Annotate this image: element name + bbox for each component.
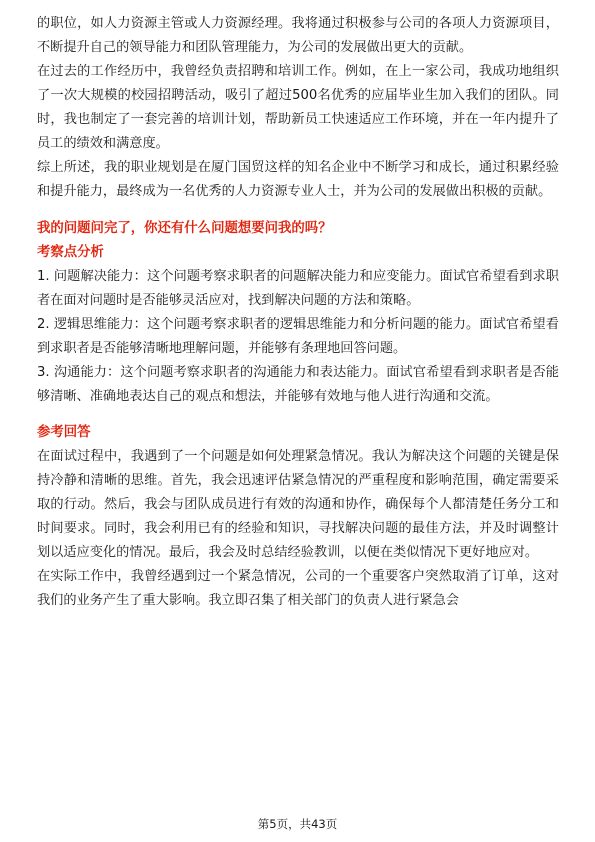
analysis-heading: 考察点分析 [37,245,104,260]
intro-paragraph-3: 综上所述，我的职业规划是在厦门国贸这样的知名企业中不断学习和成长，通过积累经验和提升能力，最终成为一名优秀的人力资源专业人士，并为公司的发展做出积极的贡献。 [37,160,559,199]
question-heading: 我的问题问完了，你还有什么问题想要问我的吗？ [37,221,332,236]
analysis-item-3: 3. 沟通能力：这个问题考察求职者的沟通能力和表达能力。面试官希望看到求职者是否能够清晰、准确地表达自己的观点和想法，并能够有效地与他人进行沟通和交流。 [37,365,559,404]
reference-heading: 参考回答 [37,425,91,440]
page-number-footer: 第5页，共43页 [257,817,338,831]
reference-paragraph-1: 在面试过程中，我遇到了一个问题是如何处理紧急情况。我认为解决这个问题的关键是保持冷静和清晰的思维。首先，我会迅速评估紧急情况的严重程度和影响范围，确定需要采取的行动。然后，我会与团队成员进行有效的沟通和协作，确保每个人都清楚任务分工和时间要求。同时，我会利用已有的经验和知识，寻找解决问题的最佳方法，并及时调整计划以适应变化的情况。最后，我会及时总结经验教训，以便在类似情况下更好地应对。 [37,449,559,560]
reference-paragraph-2: 在实际工作中，我曾经遇到过一个紧急情况，公司的一个重要客户突然取消了订单，这对我们的业务产生了重大影响。我立即召集了相关部门的负责人进行紧急会 [37,569,559,608]
intro-paragraph-1: 的职位，如人力资源主管或人力资源经理。我将通过积极参与公司的各项人力资源项目，不断提升自己的领导能力和团队管理能力，为公司的发展做出更大的贡献。 [37,16,559,55]
page-content [37,12,559,613]
intro-paragraph-2: 在过去的工作经历中，我曾经负责招聘和培训工作。例如，在上一家公司，我成功地组织了一次大规模的校园招聘活动，吸引了超过500名优秀的应届毕业生加入我们的团队。同时，我也制定了一套完善的培训计划，帮助新员工快速适应工作环境，并在一年内提升了员工的绩效和满意度。 [37,64,559,151]
analysis-item-2: 2. 逻辑思维能力：这个问题考察求职者的逻辑思维能力和分析问题的能力。面试官希望看到求职者是否能够清晰地理解问题，并能够有条理地回答问题。 [37,317,559,356]
analysis-item-1: 1. 问题解决能力：这个问题考察求职者的问题解决能力和应变能力。面试官希望看到求职者在面对问题时是否能够灵活应对，找到解决问题的方法和策略。 [37,269,559,308]
